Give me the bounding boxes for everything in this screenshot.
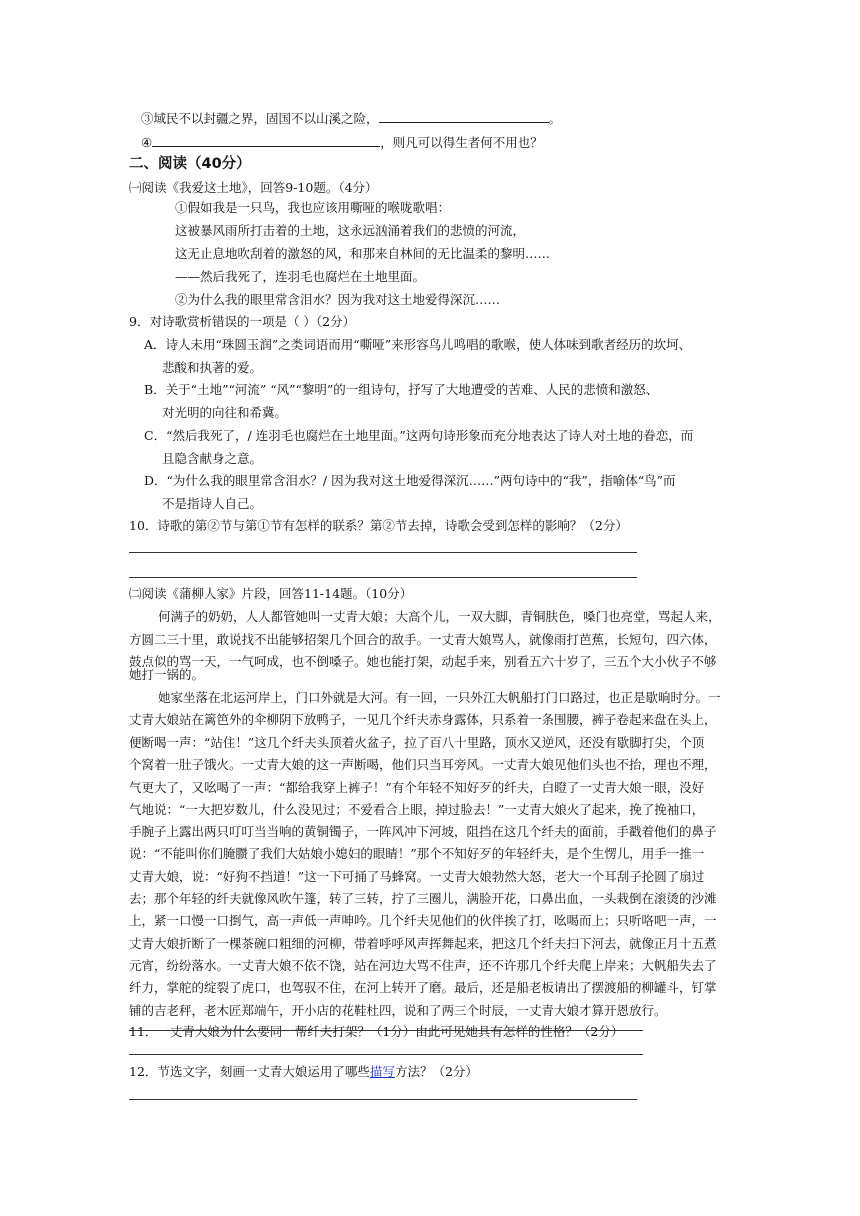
option-a[interactable]: A．诗人未用“珠圆玉润”之类词语而用“嘶哑”来形容鸟儿鸣唱的歌喉，使人体味到歌者经历的坎坷、: [144, 337, 692, 352]
answer-line[interactable]: [129, 577, 637, 578]
passage-line: 纤力，掌舵的绽裂了虎口，也驾驭不住，在河上转开了磨。最后，还是船老板请出了摆渡船的柳罐斗，钉掌: [129, 980, 717, 995]
poem-line: 这无止息地吹刮着的激怒的风，和那来自林间的无比温柔的黎明……: [175, 246, 551, 261]
option-c-cont: 且隐含献身之意。: [162, 451, 263, 466]
poem-line: ——然后我死了，连羽毛也腐烂在土地里面。: [175, 269, 426, 284]
passage-line: 铺的吉老秤，老木匠郑端午，开小店的花鞋杜四，说和了两三个时辰，一丈青大娘才算开恩放行。: [129, 1003, 667, 1018]
answer-line[interactable]: [129, 1054, 643, 1055]
poem-line: ②为什么我的眼里常含泪水？因为我对这土地爱得深沉……: [175, 292, 501, 307]
fill-line-4: ④ ，则凡可以得生者何不用也？: [141, 135, 543, 150]
passage-line: 元宵，纷纷落水。一丈青大娘不依不饶，站在河边大骂不住声，还不许那几个纤夫爬上岸来；大帆船失去了: [129, 958, 717, 973]
poem-line: 这被暴风雨所打击着的土地，这永远汹涌着我们的悲愤的河流，: [175, 223, 526, 238]
part1-intro: ㈠阅读《我爱这土地》，回答9-10题。（4分）: [129, 180, 378, 195]
option-b[interactable]: B．关于“土地”“河流” “风”“黎明”的一组诗句，抒写了大地遭受的苦难、人民的悲愤和激怒、: [144, 382, 659, 397]
passage-line: 手腕子上露出两只叮叮当当响的黄铜镯子，一阵风冲下河坡，阻挡在这几个纤夫的面前，手戳着他们的鼻子: [129, 824, 717, 839]
answer-blank-4[interactable]: [152, 134, 380, 147]
passage-line: 鼓点似的骂一天，一气呵成，也不倒嗓子。她也能打架，动起手来，别看五六十岁了，三五个大小伙子不够: [129, 654, 717, 669]
answer-line[interactable]: [129, 1030, 643, 1031]
passage-line: 气地说：“一大把岁数儿，什么没见过；不爱看合上眼，掉过脸去！”一丈青大娘火了起来，挽了挽袖口，: [129, 802, 705, 817]
option-c[interactable]: C．“然后我死了，/ 连羽毛也腐烂在土地里面。”这两句诗形象而充分地表达了诗人对土地的眷恋，而: [144, 428, 694, 443]
passage-line: 丈青大娘折断了一棵茶碗口粗细的河柳，带着呼呼风声挥舞起来，把这几个纤夫扫下河去，就像正月十五煮: [129, 936, 717, 951]
passage-line: 丈青大娘站在篱笆外的伞柳阴下放鸭子，一见几个纤夫赤身露体，只系着一条围腰，裤子卷起来盘在头上，: [129, 712, 717, 727]
passage-line: 气更大了，又吆喝了一声：“都给我穿上裤子！”有个年轻不知好歹的纤夫，白瞪了一丈青大娘一眼，没好: [129, 780, 705, 795]
passage-line: 她打一锅的。: [129, 667, 205, 682]
question-12: 12．节选文字，刻画一丈青大娘运用了哪些描写方法？（2分）: [129, 1064, 478, 1079]
answer-line[interactable]: [129, 552, 637, 553]
fill-line-4-text: ，则凡可以得生者何不用也？: [380, 135, 543, 150]
passage-line: 丈青大娘，说：“好狗不挡道！”这一下可捅了马蜂窝。一丈青大娘勃然大怒，老大一个耳刮子抡圆了扇过: [129, 869, 705, 884]
poem-line: ①假如我是一只鸟，我也应该用嘶哑的喉咙歌唱：: [175, 200, 451, 215]
description-link[interactable]: 描写: [369, 1064, 395, 1079]
question-11: 11．一丈青大娘为什么要同一帮纤夫打架？（1分）由此可见她具有怎样的性格？（2分）: [129, 1024, 624, 1039]
question-9: 9．对诗歌赏析错误的一项是（ ）（2分）: [129, 314, 356, 329]
section-heading: 二、阅读（40分）: [129, 156, 251, 172]
option-a-cont: 悲酸和执著的爱。: [162, 360, 263, 375]
passage-line: 上，紧一口慢一口捯气，高一声低一声呻吟。几个纤夫见他们的伙伴挨了打，吆喝而上；只听咯吧一声，一: [129, 913, 717, 928]
question-10: 10．诗歌的第②节与第①节有怎样的联系？第②节去掉，诗歌会受到怎样的影响？（2分）: [129, 518, 628, 533]
passage-line: 她家坐落在北运河岸上，门口外就是大河。有一回，一只外江大帆船打门口路过，也正是歇晌时分。一: [158, 690, 721, 705]
passage-line: 便断喝一声：“站住！”这几个纤夫头顶着火盆子，拉了百八十里路，顶水又逆风，还没有歇脚打尖，个顶: [129, 735, 705, 750]
answer-line[interactable]: [129, 1099, 637, 1100]
passage-line: 去；那个年轻的纤夫就像风吹午篷，转了三转，拧了三圈儿，满脸开花，口鼻出血，一头栽倒在滚烫的沙滩: [129, 891, 717, 906]
fill-line-3: ③域民不以封疆之界，固国不以山溪之险， 。: [141, 111, 562, 126]
option-d[interactable]: D．“为什么我的眼里常含泪水？/ 因为我对这土地爱得深沉……”两句诗中的“我”，指喻体“鸟”而: [144, 473, 676, 488]
fill-line-3-text: ③域民不以封疆之界，固国不以山溪之险，: [141, 111, 379, 126]
passage-line: 说：“不能叫你们腌臜了我们大姑娘小媳妇的眼睛！”那个不知好歹的年轻纤夫，是个生愣儿，用手一推一: [129, 846, 705, 861]
part2-intro: ㈡阅读《蒲柳人家》片段，回答11-14题。（10分）: [129, 586, 413, 601]
answer-blank-3[interactable]: [379, 110, 549, 123]
option-d-cont: 不是指诗人自己。: [162, 496, 263, 511]
passage-line: 何满子的奶奶，人人都管她叫一丈青大娘；大高个儿，一双大脚，青铜肤色，嗓门也亮堂，骂起人来，: [158, 609, 721, 624]
passage-line: 个窝着一肚子饿火。一丈青大娘的这一声断喝，他们只当耳旁风。一丈青大娘见他们头也不抬，理也不理，: [129, 757, 717, 772]
option-b-cont: 对光明的向往和希冀。: [162, 405, 288, 420]
passage-line: 方圆二三十里，敢说找不出能够招架几个回合的敌手。一丈青大娘骂人，就像雨打芭蕉，长短句，四六体，: [129, 632, 717, 647]
